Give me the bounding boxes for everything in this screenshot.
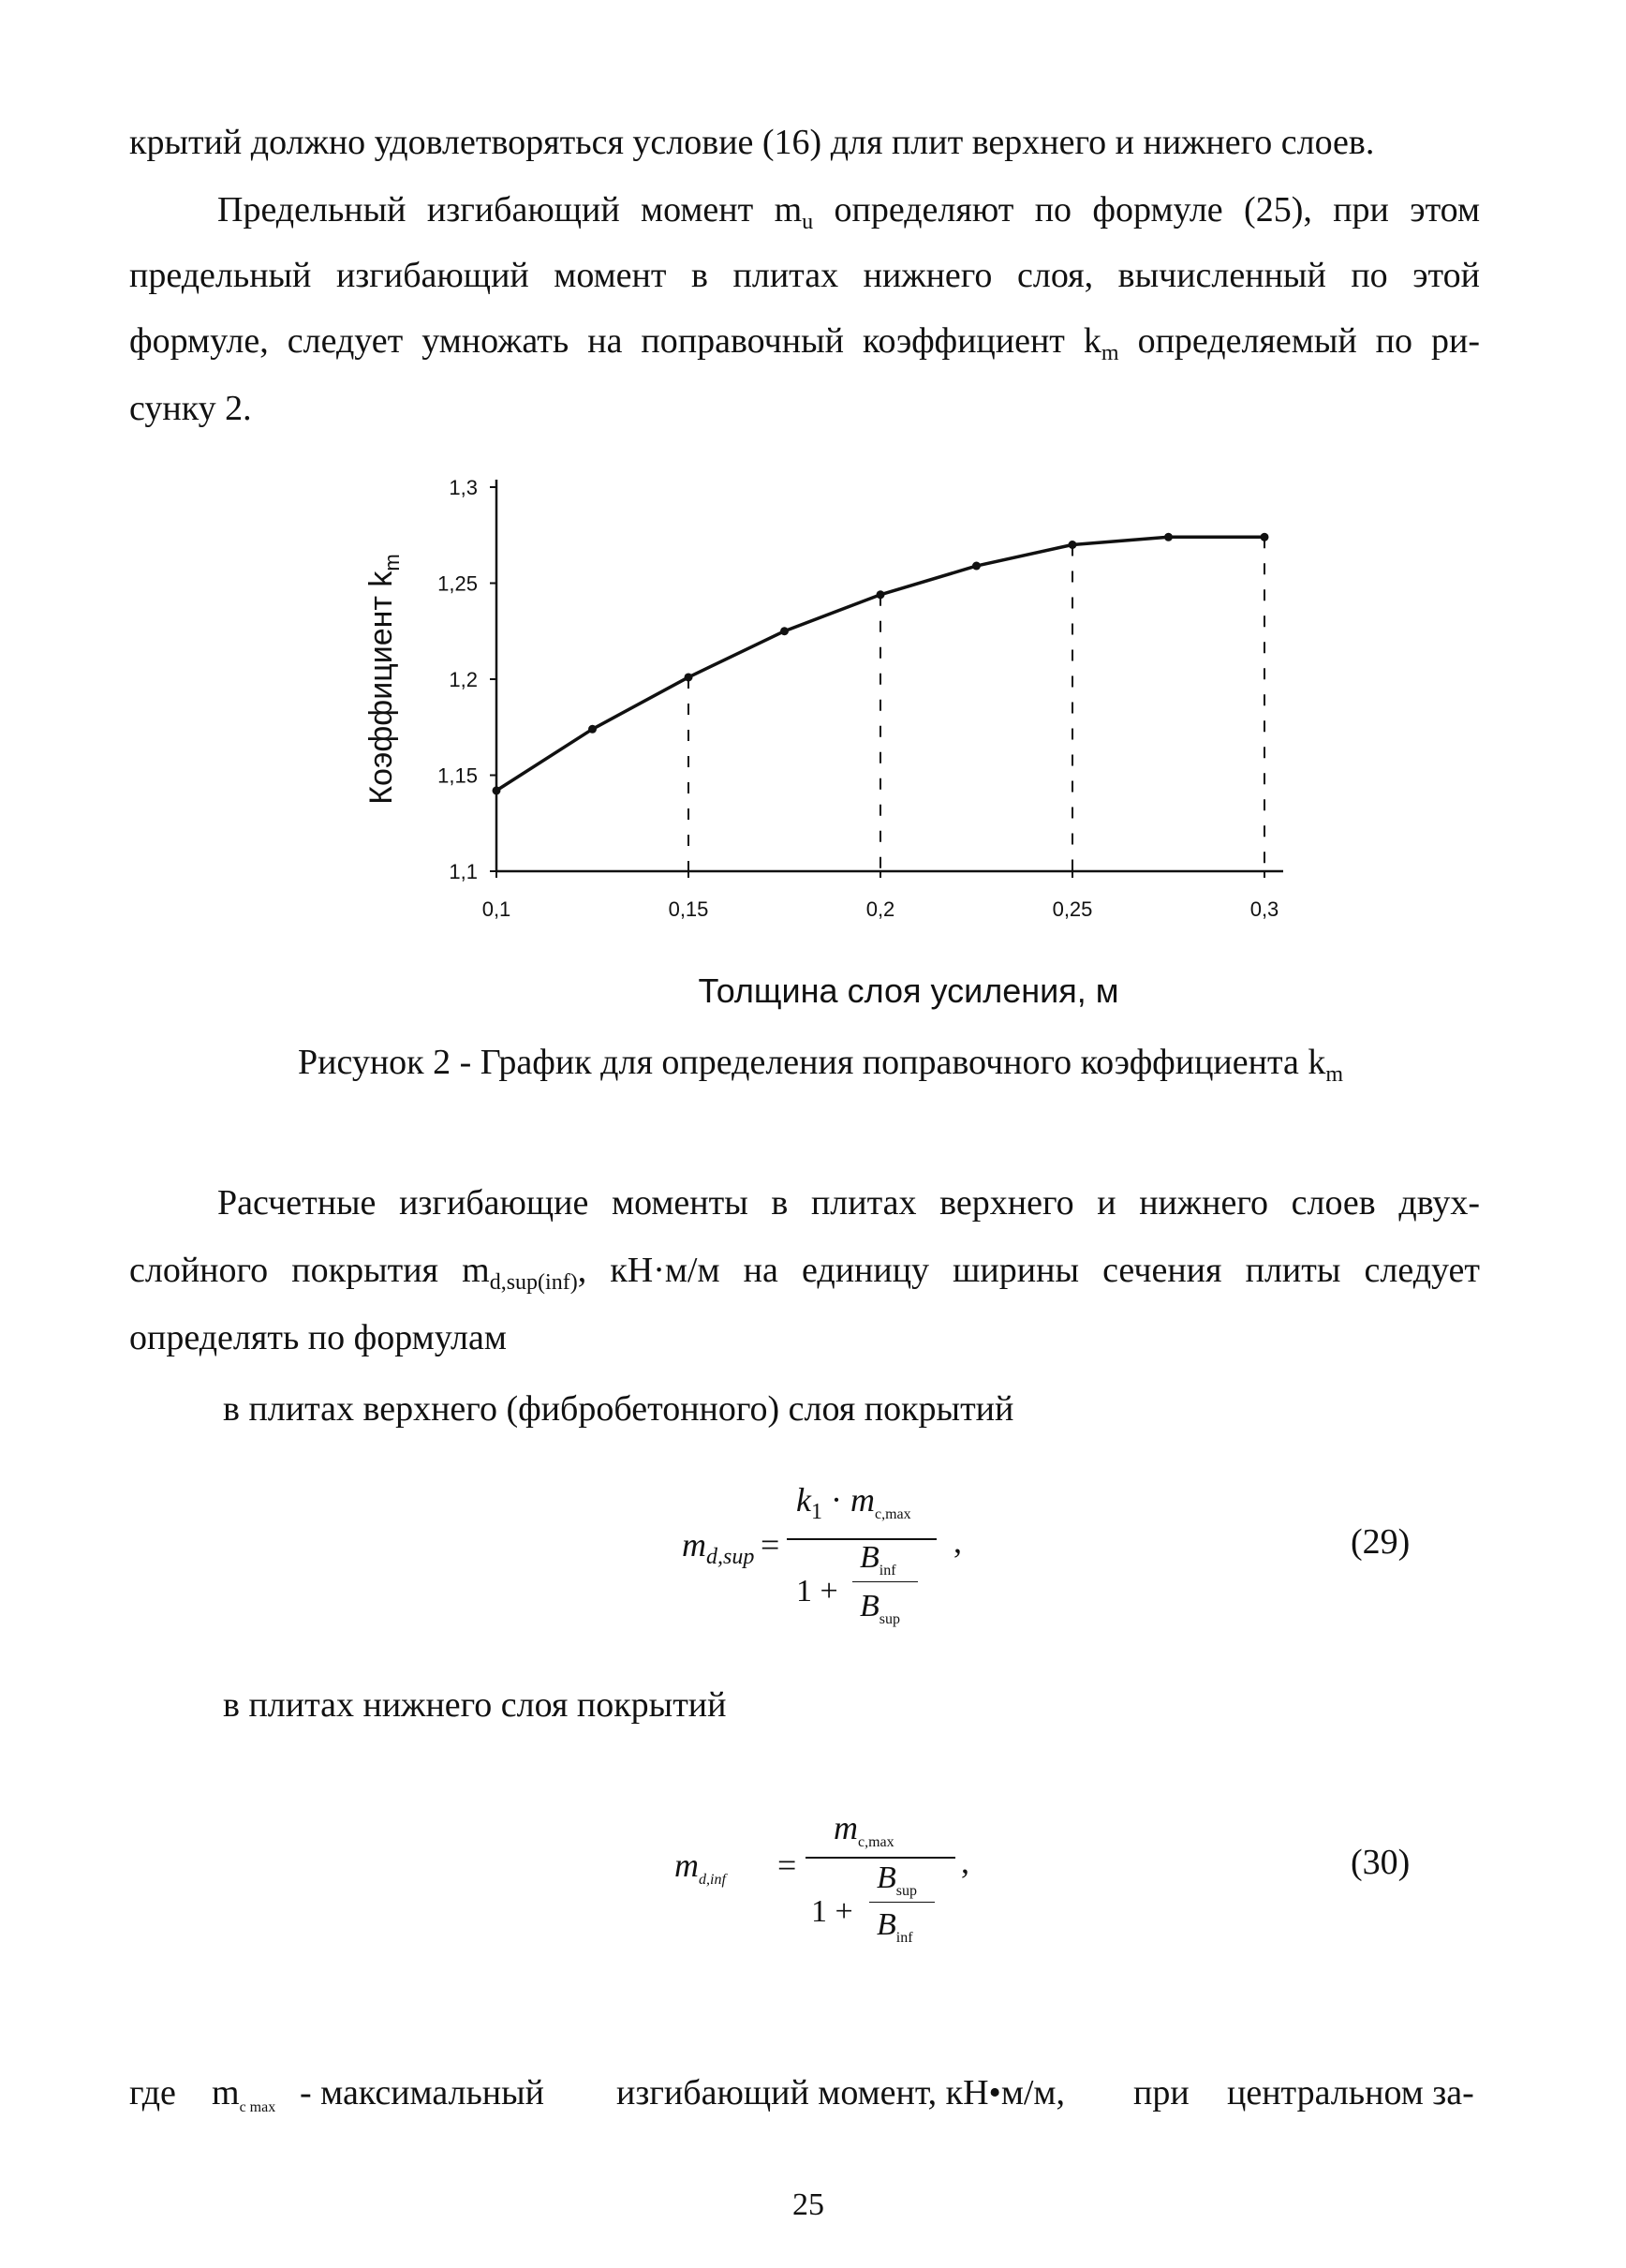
eq29-m: m bbox=[850, 1481, 875, 1519]
eq29-k-sub: 1 bbox=[810, 1500, 822, 1524]
data-point bbox=[685, 673, 693, 681]
eq30-fraction-bar bbox=[806, 1857, 955, 1859]
paragraph-line bbox=[129, 120, 1374, 165]
x-axis-label: Толщина слоя усиления, м bbox=[698, 971, 1119, 1010]
eq29-lhs-m: m bbox=[682, 1526, 706, 1564]
eq30-b1: B bbox=[877, 1860, 896, 1895]
eq29-dot: · bbox=[830, 1481, 842, 1519]
eq29-k: k bbox=[796, 1481, 811, 1519]
y-tick-label: 1,25 bbox=[437, 571, 478, 596]
paragraph-line bbox=[223, 1682, 726, 1727]
eq29-den-bottom bbox=[860, 1589, 901, 1627]
eq29-number: (29) bbox=[1351, 1522, 1411, 1562]
eq29-b2: B bbox=[860, 1589, 880, 1623]
eq30-numerator bbox=[834, 1808, 894, 1850]
chart-figure bbox=[337, 464, 1330, 1026]
chart-droplines bbox=[688, 537, 1264, 871]
x-tick-label: 0,2 bbox=[865, 897, 895, 921]
eq30-comma: , bbox=[961, 1843, 969, 1880]
y-axis-label-sub: m bbox=[380, 554, 404, 571]
text-p6a: где bbox=[129, 2073, 176, 2112]
text-p4: в плитах верхнего (фибробетонного) слоя покрытий bbox=[223, 1389, 1014, 1429]
y-tick-label: 1,1 bbox=[449, 860, 478, 883]
text-p2-line3a: формуле, следует умножать на поправочный коэффициент k bbox=[129, 321, 1101, 361]
caption-text: Рисунок 2 - График для определения поправочного коэффициента k bbox=[298, 1043, 1326, 1082]
text-p3-line2a: слойного покрытия m bbox=[129, 1251, 490, 1290]
paragraph-line bbox=[223, 1386, 1013, 1431]
caption-sub: m bbox=[1325, 1062, 1344, 1087]
eq29-numerator bbox=[796, 1480, 911, 1524]
text-p2-line1b: определяют по формуле (25), при этом bbox=[813, 190, 1480, 230]
eq30-b2-sub: inf bbox=[895, 1930, 913, 1946]
eq30-den-bottom bbox=[877, 1907, 913, 1946]
x-tick-label: 0,15 bbox=[668, 897, 709, 921]
eq29-b1-sub: inf bbox=[879, 1563, 896, 1579]
eq30-equals: = bbox=[777, 1846, 797, 1884]
x-tick-label: 0,1 bbox=[481, 897, 511, 921]
eq30-den-one: 1 + bbox=[811, 1894, 853, 1929]
text-p2-line2: предельный изгибающий момент в плитах нижнего слоя, вычисленный по этой bbox=[129, 256, 1480, 295]
data-point bbox=[780, 627, 789, 635]
x-tick-label: 0,25 bbox=[1052, 897, 1093, 921]
paragraph-line bbox=[129, 319, 1480, 363]
eq30-inner-bar bbox=[869, 1902, 935, 1903]
text-p3-line2-sub: d,sup(inf) bbox=[489, 1270, 578, 1295]
data-point bbox=[1164, 533, 1173, 541]
eq30-b1-sub: sup bbox=[895, 1883, 918, 1899]
text-p3-line1: Расчетные изгибающие моменты в плитах верхнего и нижнего слоев двух- bbox=[217, 1183, 1480, 1223]
text-p2-line3-sub: m bbox=[1101, 341, 1119, 365]
text-p6-m bbox=[212, 2070, 275, 2115]
text-p6d: при bbox=[1133, 2073, 1190, 2112]
paragraph-line bbox=[129, 1315, 507, 1360]
eq29-m-sub: c,max bbox=[874, 1506, 911, 1522]
eq30-lhs-sub: d,inf bbox=[699, 1872, 726, 1888]
y-axis-label bbox=[363, 554, 404, 805]
equation-29 bbox=[656, 1480, 1480, 1658]
eq29-comma: , bbox=[953, 1522, 962, 1560]
eq30-number: (30) bbox=[1351, 1843, 1411, 1882]
eq30-lhs-m: m bbox=[674, 1846, 699, 1884]
eq29-inner-bar bbox=[852, 1581, 918, 1582]
eq29-b2-sub: sup bbox=[879, 1611, 901, 1627]
paragraph-line bbox=[129, 386, 252, 431]
paragraph-line bbox=[129, 253, 1480, 298]
y-tick-label: 1,2 bbox=[449, 668, 478, 691]
eq30-m: m bbox=[834, 1809, 858, 1846]
text-p2-line4: сунку 2. bbox=[129, 389, 252, 428]
text-p2-line1-sub: u bbox=[802, 210, 814, 234]
x-tick-label: 0,3 bbox=[1249, 897, 1279, 921]
page-number: 25 bbox=[792, 2187, 824, 2222]
chart-labels bbox=[363, 476, 1279, 1010]
data-point bbox=[972, 562, 981, 571]
paragraph-line bbox=[129, 1248, 1480, 1293]
eq30-lhs bbox=[674, 1846, 726, 1888]
y-axis-label-main: Коэффициент k bbox=[363, 571, 399, 805]
text-p3-line3: определять по формулам bbox=[129, 1318, 507, 1357]
data-point bbox=[588, 725, 597, 734]
eq29-lhs-sub: d,sup bbox=[706, 1545, 755, 1569]
text-p6c: изгибающий момент, кН•м/м, bbox=[616, 2073, 1065, 2112]
data-point bbox=[1069, 541, 1077, 549]
paragraph-line bbox=[217, 1180, 1480, 1225]
eq29-b1: B bbox=[860, 1540, 880, 1575]
data-point bbox=[493, 786, 501, 794]
data-point bbox=[1261, 533, 1269, 541]
text-p1-line1: крытий должно удовлетворяться условие (16) для плит верхнего и нижнего слоев. bbox=[129, 123, 1375, 162]
text-p6b: - максимальный bbox=[300, 2073, 545, 2112]
eq29-lhs bbox=[682, 1525, 755, 1569]
paragraph-line bbox=[217, 187, 1480, 232]
figure-caption bbox=[298, 1040, 1343, 1085]
text-p6-m-letter: m bbox=[212, 2073, 240, 2112]
text-p5: в плитах нижнего слоя покрытий bbox=[223, 1685, 727, 1725]
text-p2-line3b: определяемый по ри- bbox=[1118, 321, 1481, 361]
y-tick-label: 1,15 bbox=[437, 763, 478, 788]
eq30-b2: B bbox=[877, 1907, 896, 1942]
eq29-equals: = bbox=[761, 1526, 780, 1564]
text-p3-line2b: , кН·м/м на единицу ширины сечения плиты следует bbox=[577, 1251, 1481, 1290]
data-point bbox=[877, 590, 885, 599]
y-tick-label: 1,3 bbox=[449, 476, 478, 499]
text-p2-line1a: Предельный изгибающий момент m bbox=[217, 190, 803, 230]
eq30-den-top bbox=[877, 1860, 918, 1899]
text-p6-m-sub: c max bbox=[239, 2099, 276, 2115]
text-p6e: центральном за- bbox=[1227, 2073, 1474, 2112]
equation-30 bbox=[656, 1808, 1480, 1986]
eq29-den-top bbox=[860, 1540, 896, 1579]
eq29-den-one: 1 + bbox=[796, 1574, 838, 1608]
chart-axes bbox=[490, 480, 1283, 878]
eq30-m-sub: c,max bbox=[858, 1834, 894, 1850]
